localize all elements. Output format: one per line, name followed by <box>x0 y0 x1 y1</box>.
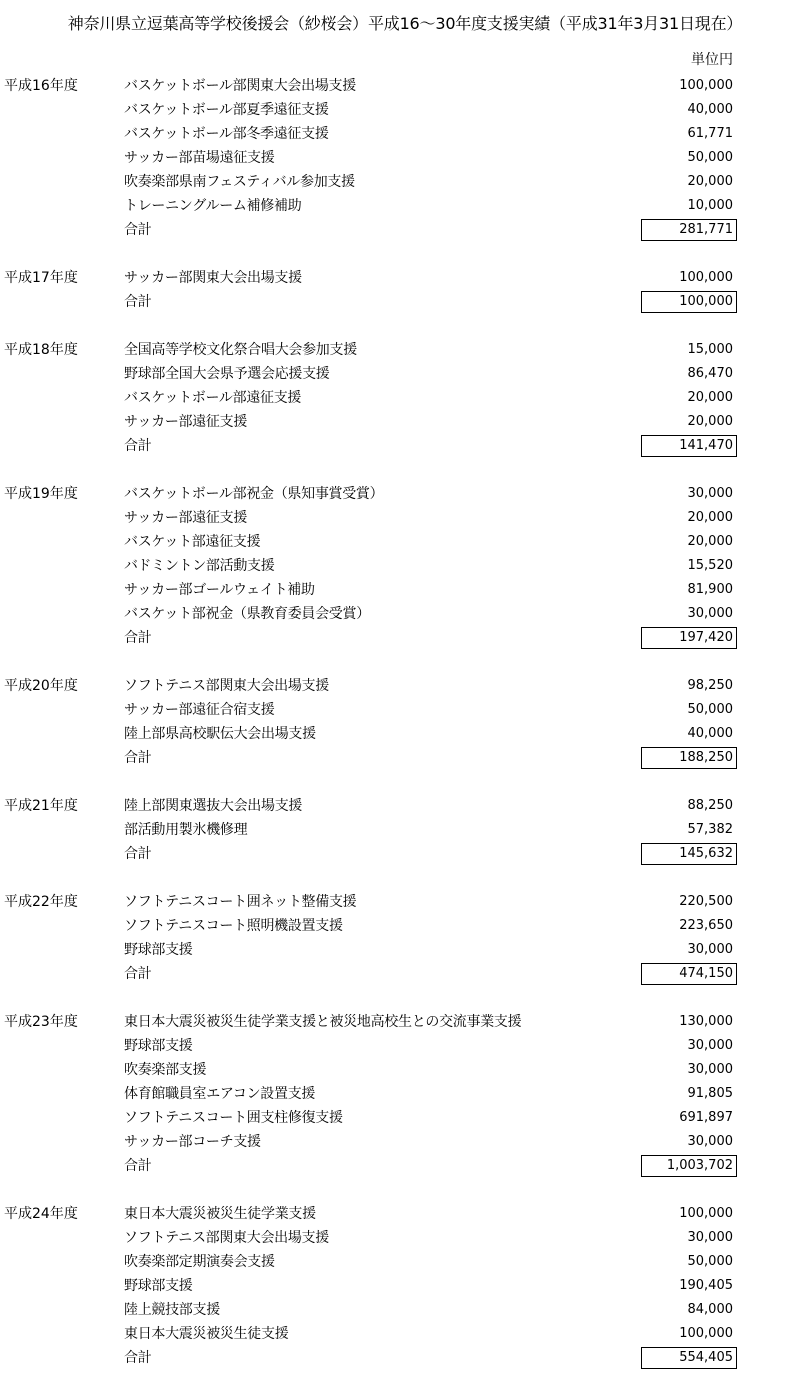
support-item-amount: 98,250 <box>687 678 733 693</box>
support-item-label: ソフトテニスコート囲ネット整備支援 <box>124 894 357 910</box>
total-label: 合計 <box>124 846 152 862</box>
total-amount-box <box>641 843 737 865</box>
year-block <box>0 338 810 458</box>
total-label: 合計 <box>124 630 152 646</box>
total-amount: 197,420 <box>679 630 733 645</box>
support-item-row <box>0 1034 810 1058</box>
support-item-row <box>0 698 810 722</box>
support-item-label: 東日本大震災被災生徒学業支援と被災地高校生との交流事業支援 <box>124 1014 522 1030</box>
year-label: 平成19年度 <box>4 486 78 502</box>
support-item-row <box>0 362 810 386</box>
total-label: 合計 <box>124 750 152 766</box>
year-block <box>0 266 810 314</box>
support-item-amount: 20,000 <box>687 510 733 525</box>
support-item-label: 部活動用製氷機修理 <box>124 822 248 838</box>
total-row <box>0 626 810 650</box>
support-item-label: 野球部支援 <box>124 1278 193 1294</box>
support-item-amount: 91,805 <box>687 1086 733 1101</box>
total-row <box>0 218 810 242</box>
support-item-label: サッカー部関東大会出場支援 <box>124 270 302 286</box>
total-amount-box <box>641 627 737 649</box>
support-item-amount: 223,650 <box>679 918 733 933</box>
support-item-row <box>0 818 810 842</box>
support-item-amount: 20,000 <box>687 174 733 189</box>
support-item-row <box>0 890 810 914</box>
support-item-amount: 57,382 <box>687 822 733 837</box>
total-label: 合計 <box>124 1158 152 1174</box>
total-row <box>0 746 810 770</box>
support-item-row <box>0 722 810 746</box>
support-item-label: 野球部全国大会県予選会応援支援 <box>124 366 330 382</box>
total-label: 合計 <box>124 1350 152 1366</box>
support-item-amount: 40,000 <box>687 102 733 117</box>
total-amount-box <box>641 219 737 241</box>
year-block <box>0 74 810 242</box>
support-item-row <box>0 674 810 698</box>
year-label: 平成18年度 <box>4 342 78 358</box>
support-item-row <box>0 1298 810 1322</box>
support-item-amount: 20,000 <box>687 534 733 549</box>
support-item-label: 野球部支援 <box>124 942 193 958</box>
support-item-row <box>0 146 810 170</box>
support-item-row <box>0 122 810 146</box>
support-item-label: ソフトテニス部関東大会出場支援 <box>124 678 329 694</box>
support-item-row <box>0 1010 810 1034</box>
support-record-list <box>0 74 810 1370</box>
total-label: 合計 <box>124 438 152 454</box>
support-item-label: バスケットボール部関東大会出場支援 <box>124 78 356 94</box>
support-item-label: バスケットボール部夏季遠征支援 <box>124 102 329 118</box>
support-item-amount: 50,000 <box>687 702 733 717</box>
support-item-amount: 691,897 <box>679 1110 733 1125</box>
support-item-amount: 86,470 <box>687 366 733 381</box>
support-item-label: サッカー部コーチ支援 <box>124 1134 261 1150</box>
support-item-amount: 61,771 <box>687 126 733 141</box>
year-block <box>0 890 810 986</box>
support-item-label: 吹奏楽部定期演奏会支援 <box>124 1254 275 1270</box>
support-item-amount: 100,000 <box>679 78 733 93</box>
support-item-amount: 50,000 <box>687 1254 733 1269</box>
support-item-label: 東日本大震災被災生徒学業支援 <box>124 1206 316 1222</box>
support-item-amount: 30,000 <box>687 1038 733 1053</box>
total-amount-box <box>641 1347 737 1369</box>
support-item-label: 野球部支援 <box>124 1038 193 1054</box>
support-item-amount: 30,000 <box>687 1134 733 1149</box>
support-item-row <box>0 554 810 578</box>
support-item-row <box>0 1322 810 1346</box>
support-item-row <box>0 578 810 602</box>
support-item-row <box>0 266 810 290</box>
support-item-amount: 30,000 <box>687 606 733 621</box>
year-label: 平成22年度 <box>4 894 78 910</box>
year-label: 平成17年度 <box>4 270 78 286</box>
year-label: 平成20年度 <box>4 678 78 694</box>
year-label: 平成23年度 <box>4 1014 78 1030</box>
total-amount-box <box>641 963 737 985</box>
total-amount: 141,470 <box>679 438 733 453</box>
total-amount: 100,000 <box>679 294 733 309</box>
support-item-row <box>0 194 810 218</box>
support-item-row <box>0 1202 810 1226</box>
support-item-row <box>0 530 810 554</box>
support-item-label: 陸上部関東選抜大会出場支援 <box>124 798 303 814</box>
support-item-label: 陸上部県高校駅伝大会出場支援 <box>124 726 316 742</box>
support-item-label: バスケット部祝金（県教育委員会受賞） <box>124 606 370 622</box>
support-item-row <box>0 338 810 362</box>
support-item-amount: 84,000 <box>687 1302 733 1317</box>
year-block <box>0 1010 810 1178</box>
support-item-amount: 15,000 <box>687 342 733 357</box>
support-item-label: 吹奏楽部県南フェスティバル参加支援 <box>124 174 355 190</box>
support-item-row <box>0 1250 810 1274</box>
total-amount: 554,405 <box>679 1350 733 1365</box>
support-item-label: バスケットボール部祝金（県知事賞受賞） <box>124 486 384 502</box>
support-item-amount: 100,000 <box>679 1206 733 1221</box>
year-block <box>0 674 810 770</box>
support-item-amount: 130,000 <box>679 1014 733 1029</box>
support-item-label: サッカー部遠征合宿支援 <box>124 702 275 718</box>
support-item-row <box>0 170 810 194</box>
support-item-label: 吹奏楽部支援 <box>124 1062 207 1078</box>
total-amount: 188,250 <box>679 750 733 765</box>
support-item-row <box>0 482 810 506</box>
support-item-row <box>0 938 810 962</box>
total-amount-box <box>641 1155 737 1177</box>
year-label: 平成16年度 <box>4 78 78 94</box>
total-row <box>0 1154 810 1178</box>
support-item-label: バスケット部遠征支援 <box>124 534 261 550</box>
total-row <box>0 962 810 986</box>
support-item-amount: 30,000 <box>687 486 733 501</box>
total-amount-box <box>641 291 737 313</box>
year-label: 平成24年度 <box>4 1206 78 1222</box>
support-item-amount: 30,000 <box>687 1062 733 1077</box>
support-item-label: 陸上競技部支援 <box>124 1302 220 1318</box>
total-amount-box <box>641 747 737 769</box>
support-item-amount: 88,250 <box>687 798 733 813</box>
total-amount-box <box>641 435 737 457</box>
support-item-label: サッカー部遠征支援 <box>124 510 248 526</box>
support-item-row <box>0 1106 810 1130</box>
support-item-label: サッカー部苗場遠征支援 <box>124 150 275 166</box>
support-item-amount: 20,000 <box>687 414 733 429</box>
support-item-label: 全国高等学校文化祭合唱大会参加支援 <box>124 342 357 358</box>
support-item-label: サッカー部遠征支援 <box>124 414 248 430</box>
support-item-amount: 15,520 <box>687 558 733 573</box>
total-label: 合計 <box>124 222 152 238</box>
support-item-row <box>0 98 810 122</box>
year-label: 平成21年度 <box>4 798 78 814</box>
support-item-label: 東日本大震災被災生徒支援 <box>124 1326 289 1342</box>
support-item-row <box>0 1082 810 1106</box>
support-item-label: ソフトテニス部関東大会出場支援 <box>124 1230 329 1246</box>
total-row <box>0 434 810 458</box>
support-item-amount: 30,000 <box>687 942 733 957</box>
support-item-row <box>0 914 810 938</box>
unit-label: 単位円 <box>691 52 733 68</box>
support-item-amount: 40,000 <box>687 726 733 741</box>
total-row <box>0 842 810 866</box>
support-item-row <box>0 1274 810 1298</box>
total-label: 合計 <box>124 294 152 310</box>
support-item-amount: 100,000 <box>679 1326 733 1341</box>
support-item-row <box>0 74 810 98</box>
support-item-row <box>0 1130 810 1154</box>
support-item-amount: 20,000 <box>687 390 733 405</box>
support-item-label: バドミントン部活動支援 <box>124 558 275 574</box>
support-item-row <box>0 1226 810 1250</box>
support-item-label: トレーニングルーム補修補助 <box>124 198 302 214</box>
total-amount: 145,632 <box>679 846 733 861</box>
support-item-amount: 220,500 <box>679 894 733 909</box>
total-row <box>0 1346 810 1370</box>
support-item-amount: 100,000 <box>679 270 733 285</box>
support-item-row <box>0 602 810 626</box>
total-label: 合計 <box>124 966 152 982</box>
support-item-label: 体育館職員室エアコン設置支援 <box>124 1086 316 1102</box>
support-item-label: サッカー部ゴールウェイト補助 <box>124 582 315 598</box>
support-item-row <box>0 1058 810 1082</box>
total-amount: 474,150 <box>679 966 733 981</box>
support-item-row <box>0 794 810 818</box>
support-item-row <box>0 386 810 410</box>
year-block <box>0 1202 810 1370</box>
total-amount: 281,771 <box>679 222 733 237</box>
support-item-amount: 30,000 <box>687 1230 733 1245</box>
support-item-amount: 81,900 <box>687 582 733 597</box>
support-item-label: ソフトテニスコート囲支柱修復支援 <box>124 1110 343 1126</box>
support-item-label: バスケットボール部冬季遠征支援 <box>124 126 329 142</box>
support-item-row <box>0 410 810 434</box>
support-item-amount: 190,405 <box>679 1278 733 1293</box>
page-title: 神奈川県立逗葉高等学校後援会（紗桜会）平成16～30年度支援実績（平成31年3月31日現在） <box>67 14 743 33</box>
support-item-label: ソフトテニスコート照明機設置支援 <box>124 918 343 934</box>
support-item-amount: 50,000 <box>687 150 733 165</box>
total-amount: 1,003,702 <box>666 1158 733 1173</box>
total-row <box>0 290 810 314</box>
support-item-row <box>0 506 810 530</box>
support-item-amount: 10,000 <box>687 198 733 213</box>
year-block <box>0 482 810 650</box>
year-block <box>0 794 810 866</box>
support-item-label: バスケットボール部遠征支援 <box>124 390 302 406</box>
